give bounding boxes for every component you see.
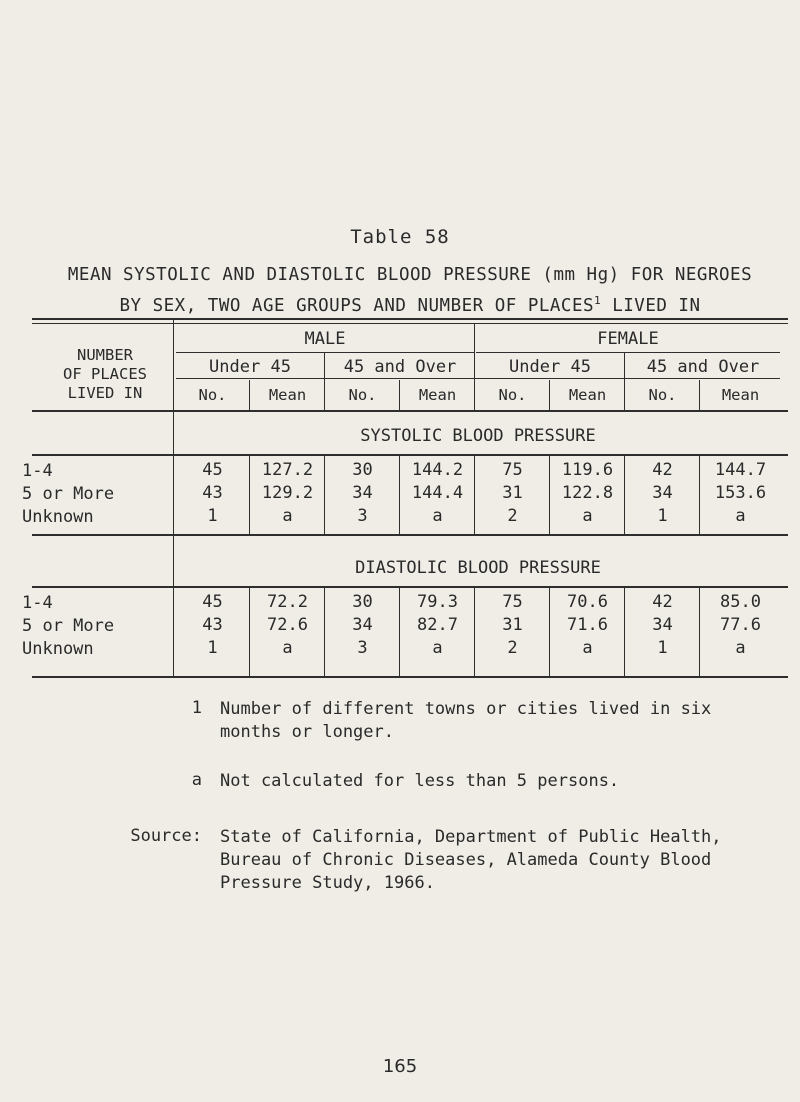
col-divider <box>474 456 475 534</box>
footnote-a-text: Not calculated for less than 5 persons. <box>220 771 620 791</box>
source-label: Source: <box>130 826 202 846</box>
table-cell: 30 <box>352 592 373 612</box>
table-cell: 31 <box>502 483 523 503</box>
table-cell: 30 <box>352 460 373 480</box>
section-rule <box>32 454 788 456</box>
table-cell: 71.6 <box>567 615 608 635</box>
table-cell: 144.4 <box>411 483 464 503</box>
heading-line-1: MEAN SYSTOLIC AND DIASTOLIC BLOOD PRESSURE (mm Hg) FOR NEGROES <box>67 265 753 285</box>
table-cell: 70.6 <box>567 592 608 612</box>
table-cell: 75 <box>502 592 523 612</box>
row-label: 1-4 <box>22 461 53 481</box>
stub-header-line-1: NUMBER <box>77 346 133 364</box>
table-cell: 82.7 <box>417 615 458 635</box>
sex-underline-female <box>476 352 780 353</box>
table-cell: a <box>282 638 293 658</box>
col-divider <box>399 380 400 410</box>
col-divider <box>249 588 250 676</box>
header-female-under-45: Under 45 <box>509 357 591 377</box>
table-cell: 34 <box>352 615 373 635</box>
table-cell: 153.6 <box>714 483 767 503</box>
col-divider <box>624 588 625 676</box>
stub-header-line-2: OF PLACES <box>63 365 147 383</box>
age-divider <box>624 353 625 410</box>
header-male: MALE <box>304 329 346 349</box>
table-cell: 79.3 <box>417 592 458 612</box>
table-cell: 31 <box>502 615 523 635</box>
col-divider <box>249 380 250 410</box>
age-underline <box>176 378 780 379</box>
col-header-no: No. <box>648 386 677 404</box>
row-label: 1-4 <box>22 593 53 613</box>
col-divider <box>624 456 625 534</box>
table-cell: 2 <box>507 638 518 658</box>
table-cell: a <box>735 638 746 658</box>
table-heading <box>20 262 800 319</box>
col-divider <box>699 380 700 410</box>
table-cell: 144.2 <box>411 460 464 480</box>
col-divider <box>249 456 250 534</box>
table-cell: 144.7 <box>714 460 767 480</box>
table-cell: 122.8 <box>561 483 614 503</box>
table-cell: a <box>735 506 746 526</box>
blood-pressure-table <box>22 318 780 678</box>
section-title: SYSTOLIC BLOOD PRESSURE <box>360 426 596 446</box>
header-male-45-over: 45 and Over <box>343 357 457 377</box>
table-cell: 1 <box>207 506 218 526</box>
top-rule-1 <box>32 318 788 320</box>
col-header-mean: Mean <box>568 386 607 404</box>
col-header-mean: Mean <box>721 386 760 404</box>
heading-line-2 <box>20 288 800 319</box>
bottom-rule <box>32 676 788 678</box>
col-divider <box>699 456 700 534</box>
table-cell: 43 <box>202 615 223 635</box>
table-cell: 85.0 <box>720 592 761 612</box>
table-cell: 129.2 <box>261 483 314 503</box>
footnote-a-mark: a <box>191 770 202 790</box>
col-divider <box>324 588 325 676</box>
table-cell: 1 <box>207 638 218 658</box>
table-cell: 1 <box>657 638 668 658</box>
table-cell: 3 <box>357 638 368 658</box>
header-female: FEMALE <box>597 329 659 349</box>
col-header-no: No. <box>498 386 527 404</box>
table-cell: 34 <box>652 483 673 503</box>
top-rule-2 <box>32 323 788 324</box>
table-cell: a <box>432 506 443 526</box>
table-cell: 119.6 <box>561 460 614 480</box>
stub-divider <box>173 318 174 676</box>
table-cell: a <box>582 638 593 658</box>
table-label: Table 58 <box>350 226 450 248</box>
table-cell: a <box>432 638 443 658</box>
section-rule <box>32 586 788 588</box>
col-header-mean: Mean <box>268 386 307 404</box>
table-cell: 34 <box>652 615 673 635</box>
row-label: 5 or More <box>22 484 115 504</box>
age-divider <box>324 353 325 410</box>
table-cell: 2 <box>507 506 518 526</box>
table-cell: 3 <box>357 506 368 526</box>
table-cell: 42 <box>652 460 673 480</box>
col-header-no: No. <box>348 386 377 404</box>
footnote-1-mark: 1 <box>191 698 202 718</box>
row-label: Unknown <box>22 507 94 527</box>
page-number: 165 <box>382 1056 418 1077</box>
table-cell: 45 <box>202 592 223 612</box>
table-cell: 43 <box>202 483 223 503</box>
table-cell: 127.2 <box>261 460 314 480</box>
table-cell: 77.6 <box>720 615 761 635</box>
section-title: DIASTOLIC BLOOD PRESSURE <box>355 558 601 578</box>
col-header-no: No. <box>198 386 227 404</box>
col-divider <box>549 588 550 676</box>
table-cell: 42 <box>652 592 673 612</box>
col-divider <box>474 588 475 676</box>
header-female-45-over: 45 and Over <box>646 357 760 377</box>
table-cell: 1 <box>657 506 668 526</box>
col-divider <box>399 456 400 534</box>
heading-line-2-text: BY SEX, TWO AGE GROUPS AND NUMBER OF PLACES <box>119 295 595 316</box>
heading-line-2-end: LIVED IN <box>601 295 701 316</box>
col-divider <box>699 588 700 676</box>
table-cell: 72.6 <box>267 615 308 635</box>
col-divider <box>324 456 325 534</box>
row-label: Unknown <box>22 639 94 659</box>
col-header-mean: Mean <box>418 386 457 404</box>
row-label: 5 or More <box>22 616 115 636</box>
col-divider <box>399 588 400 676</box>
col-divider <box>549 456 550 534</box>
sex-divider <box>474 324 475 410</box>
footnote-ref-1: 1 <box>594 294 602 307</box>
header-male-under-45: Under 45 <box>209 357 291 377</box>
table-cell: a <box>282 506 293 526</box>
header-rule <box>32 410 788 412</box>
sex-underline-male <box>176 352 474 353</box>
stub-header <box>40 346 170 403</box>
section-rule <box>32 534 788 536</box>
table-cell: 34 <box>352 483 373 503</box>
table-cell: 75 <box>502 460 523 480</box>
table-cell: 72.2 <box>267 592 308 612</box>
col-divider <box>549 380 550 410</box>
source-text: State of California, Department of Public Health, Bureau of Chronic Diseases, Alameda County Blood Pressure Study, 1966. <box>220 827 722 893</box>
stub-header-line-3: LIVED IN <box>67 384 143 402</box>
footnote-1-text: Number of different towns or cities lived in six months or longer. <box>220 699 712 742</box>
table-cell: 45 <box>202 460 223 480</box>
table-cell: a <box>582 506 593 526</box>
